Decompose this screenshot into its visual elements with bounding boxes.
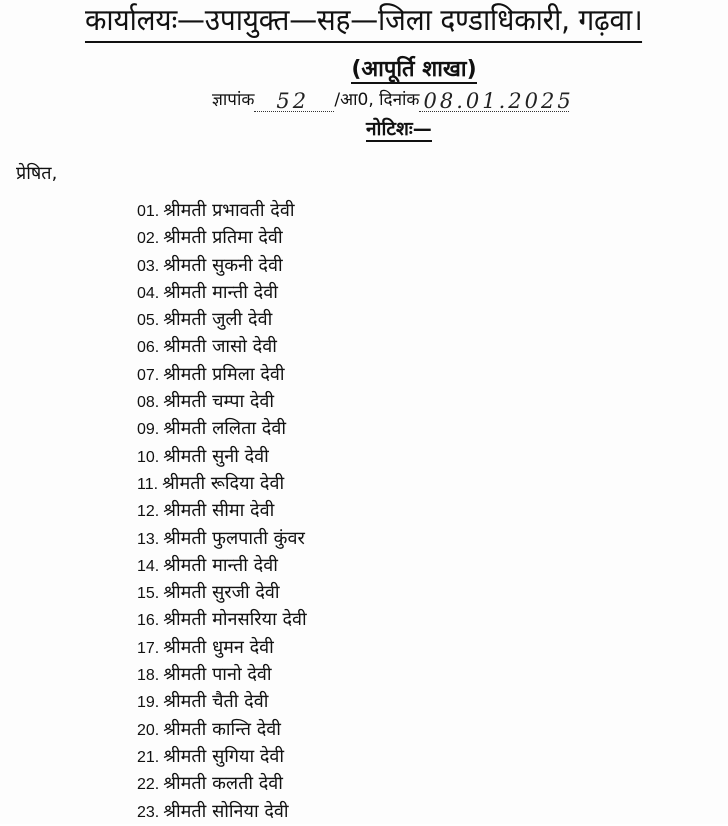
recipient-row	[137, 306, 307, 333]
recipient-list	[137, 197, 307, 825]
recipient-number: 23.	[137, 803, 160, 821]
recipient-number: 17.	[137, 639, 160, 657]
recipient-name: श्रीमती सीमा देवी	[163, 500, 275, 522]
recipient-row	[137, 388, 307, 415]
addressee-label: प्रेषित,	[16, 163, 58, 184]
recipient-number: 04.	[137, 284, 160, 302]
recipient-number: 12.	[137, 503, 160, 521]
recipient-row	[137, 688, 307, 715]
recipient-row	[137, 743, 307, 770]
recipient-row	[137, 606, 307, 633]
memo-number-handwritten: 52	[276, 89, 310, 113]
recipient-name: श्रीमती सुकनी देवी	[163, 254, 283, 276]
recipient-name: श्रीमती रूदिया देवी	[162, 472, 285, 494]
recipient-number: 13.	[137, 530, 160, 548]
recipient-name: श्रीमती प्रमिला देवी	[163, 363, 285, 385]
office-heading	[0, 2, 728, 43]
recipient-number: 22.	[137, 776, 160, 794]
memo-date-handwritten: 08.01.2025	[423, 89, 574, 113]
recipient-number: 03.	[137, 257, 160, 275]
recipient-name: श्रीमती चैती देवी	[163, 691, 269, 713]
recipient-number: 05.	[137, 312, 160, 330]
memo-number-field	[254, 89, 334, 113]
recipient-row	[137, 552, 307, 579]
recipient-row	[137, 443, 307, 470]
recipient-row	[137, 470, 307, 497]
recipient-name: श्रीमती सुनी देवी	[163, 445, 269, 467]
recipient-name: श्रीमती फुलपाती कुंवर	[163, 527, 305, 549]
recipient-number: 21.	[137, 748, 160, 766]
notice-title	[366, 116, 432, 142]
recipient-number: 06.	[137, 339, 160, 357]
recipient-row	[137, 252, 307, 279]
recipient-name: श्रीमती प्रभावती देवी	[163, 200, 295, 221]
recipient-number: 14.	[137, 557, 160, 575]
recipient-row	[137, 361, 307, 388]
recipient-row	[137, 661, 307, 688]
recipient-number: 15.	[137, 585, 160, 603]
recipient-row	[137, 333, 307, 360]
recipient-number: 18.	[137, 667, 160, 685]
recipient-number: 10.	[137, 448, 160, 466]
recipient-name: श्रीमती सोनिया देवी	[163, 800, 289, 822]
memo-label: ज्ञापांक	[212, 90, 255, 110]
office-heading-text: कार्यालयः—उपायुक्त—सह—जिला दण्डाधिकारी, गढ़वा।	[85, 2, 642, 43]
memo-reference-line	[212, 88, 574, 113]
memo-suffix: /आ0, दिनांक	[334, 90, 420, 110]
notice-title-text: नोटिशः—	[366, 118, 432, 140]
recipient-name: श्रीमती मोनसरिया देवी	[163, 609, 307, 631]
recipient-row	[137, 798, 307, 825]
recipient-row	[137, 716, 307, 743]
recipient-number: 16.	[137, 612, 160, 630]
recipient-number: 07.	[137, 366, 160, 384]
recipient-name: श्रीमती जुली देवी	[163, 309, 273, 331]
recipient-row	[137, 579, 307, 606]
recipient-row	[137, 279, 307, 306]
recipient-number: 19.	[137, 694, 160, 712]
recipient-number: 20.	[137, 721, 160, 739]
recipient-row	[137, 497, 307, 524]
recipient-name: श्रीमती कलती देवी	[163, 773, 283, 795]
recipient-name: श्रीमती धुमन देवी	[163, 636, 274, 658]
recipient-number: 09.	[137, 421, 160, 439]
recipient-name: श्रीमती मान्ती देवी	[163, 554, 278, 576]
recipient-name: श्रीमती प्रतिमा देवी	[163, 227, 283, 249]
recipient-row	[137, 415, 307, 442]
recipient-number: 02.	[137, 230, 160, 248]
recipient-name: श्रीमती सुरजी देवी	[163, 582, 280, 604]
recipient-name: श्रीमती पानो देवी	[163, 664, 272, 686]
branch-title-text: (आपूर्ति शाखा)	[351, 57, 477, 82]
branch-title	[50, 56, 728, 84]
recipient-row	[137, 770, 307, 797]
recipient-name: श्रीमती चम्पा देवी	[163, 391, 275, 413]
recipient-row	[137, 197, 307, 224]
recipient-name: श्रीमती ललिता देवी	[163, 418, 287, 440]
recipient-number: 11.	[137, 475, 159, 493]
recipient-name: श्रीमती मान्ती देवी	[163, 281, 278, 303]
recipient-row	[137, 224, 307, 251]
recipient-number: 01.	[137, 203, 160, 220]
recipient-name: श्रीमती कान्ति देवी	[163, 718, 281, 740]
memo-date-field	[419, 89, 574, 113]
recipient-number: 08.	[137, 394, 160, 412]
recipient-row	[137, 525, 307, 552]
recipient-row	[137, 634, 307, 661]
recipient-name: श्रीमती जासो देवी	[163, 336, 277, 358]
recipient-name: श्रीमती सुगिया देवी	[163, 745, 285, 767]
